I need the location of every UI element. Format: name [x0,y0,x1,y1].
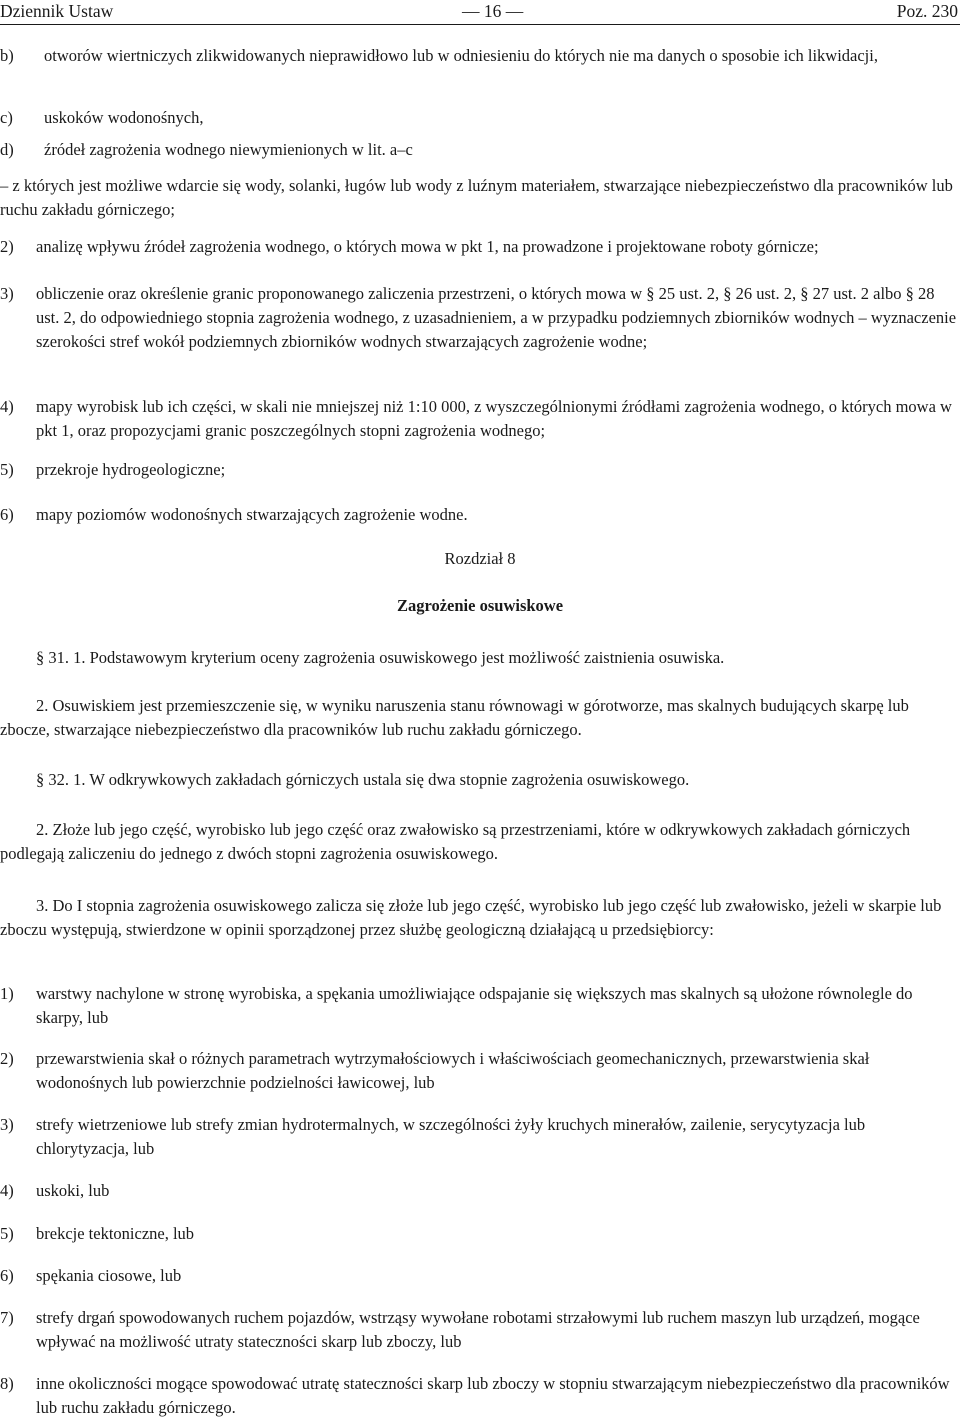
list-item-label: 8) [0,1374,14,1393]
paragraph: 3. Do I stopnia zagrożenia osuwiskowego zalicza się złoże lub jego część, wyrobisko lub jego część lub zwałowisko, jeżeli w skarpie lub zboczu występują, stwierdzone w opinii sporządzonej przez służbę geologiczną działającą u przedsiębiorcy: [0,896,942,939]
list-item-label: 5) [0,1224,14,1243]
list-item-label: 3) [0,284,14,303]
list-item-text: otworów wiertniczych zlikwidowanych nieprawidłowo lub w odniesieniu do których nie ma danych o sposobie ich likwidacji, [44,46,878,65]
list-item-text: inne okoliczności mogące spowodować utratę stateczności skarp lub zboczy w stopniu stwarzającym niebezpieczeństwo dla pracowników lub ruchu zakładu górniczego. [36,1374,950,1417]
position-number: Poz. 230 [896,1,958,21]
list-item-text: analizę wpływu źródeł zagrożenia wodnego, o których mowa w pkt 1, na prowadzone i projektowane roboty górnicze; [36,237,819,256]
list-item-label: 7) [0,1308,14,1327]
journal-name: Dziennik Ustaw [0,1,114,21]
list-item-label: b) [0,46,14,65]
paragraph: § 32. 1. W odkrywkowych zakładach górniczych ustala się dwa stopnie zagrożenia osuwiskowego. [36,770,690,789]
page-number: — 16 — [462,1,524,21]
list-item-label: 4) [0,1181,14,1200]
list-item [0,44,960,92]
list-item-text: źródeł zagrożenia wodnego niewymienionych w lit. a–c [44,140,413,159]
list-item-text: spękania ciosowe, lub [36,1266,182,1285]
chapter-number: Rozdział 8 [444,549,516,568]
list-item-text: mapy poziomów wodonośnych stwarzających zagrożenie wodne. [36,505,468,524]
list-item-label: 3) [0,1115,14,1134]
list-item-text: warstwy nachylone w stronę wyrobiska, a spękania umożliwiające odspajanie się większych mas skalnych są ułożone równolegle do skarpy, lub [36,984,913,1027]
list-item-label: 6) [0,1266,14,1285]
list-item [0,106,960,130]
list-item-text: uskoków wodonośnych, [44,108,204,127]
paragraph: 2. Złoże lub jego część, wyrobisko lub jego część oraz zwałowisko są przestrzeniami, które w odkrywkowych zakładach górniczych podlegają zaliczeniu do jednego z dwóch stopni zagrożenia osuwiskowego. [0,820,911,863]
list-item-text: przewarstwienia skał o różnych parametrach wytrzymałościowych i właściwościach geomechanicznych, przewarstwienia skał wodonośnych lub powierzchnie podzielności ławicowej, lub [36,1049,870,1092]
list-item-label: 2) [0,1049,14,1068]
paragraph: § 31. 1. Podstawowym kryterium oceny zagrożenia osuwiskowego jest możliwość zaistnienia osuwiska. [36,648,725,667]
page-header [0,0,960,25]
list-item-label: d) [0,140,14,159]
list-item-text: mapy wyrobisk lub ich części, w skali nie mniejszej niż 1:10 000, z wyszczególnionymi źródłami zagrożenia wodnego, o których mowa w pkt 1, oraz propozycjami granic poszczególnych stopni zagrożenia wodnego; [36,397,952,440]
dash-paragraph: – z których jest możliwe wdarcie się wody, solanki, ługów lub wody z luźnym materiałem, stwarzające niebezpieczeństwo dla pracowników lub ruchu zakładu górniczego; [0,176,953,219]
list-item-label: 2) [0,237,14,256]
list-item-label: 6) [0,505,14,524]
list-item [0,138,960,162]
paragraph: 2. Osuwiskiem jest przemieszczenie się, w wyniku naruszenia stanu równowagi w górotworze, mas skalnych budujących skarpę lub zbocze, stwarzające niebezpieczeństwo dla pracowników lub ruchu zakładu górniczego. [0,696,909,739]
list-item-text: strefy wietrzeniowe lub strefy zmian hydrotermalnych, w szczególności żyły kruchych minerałów, zailenie, serycytyzacja lub chlorytyzacja, lub [36,1115,866,1158]
list-item-text: brekcje tektoniczne, lub [36,1224,195,1243]
list-item-text: przekroje hydrogeologiczne; [36,460,226,479]
list-item-label: 4) [0,397,14,416]
list-item-text: strefy drgań spowodowanych ruchem pojazdów, wstrząsy wywołane robotami strzałowymi lub ruchem maszyn lub urządzeń, mogące wpływać na możliwość utraty stateczności skarp lub zboczy, lub [36,1308,920,1351]
list-item-label: c) [0,108,13,127]
list-item-text: uskoki, lub [36,1181,110,1200]
list-item-label: 5) [0,460,14,479]
list-item-label: 1) [0,984,14,1003]
list-item-text: obliczenie oraz określenie granic proponowanego zaliczenia przestrzeni, o których mowa w § 25 ust. 2, § 26 ust. 2, § 27 ust. 2 albo § 28 ust. 2, do odpowiedniego stopnia zagrożenia wodnego, z uzasadnieniem, a w przypadku podziemnych zbiorników wodnych – wyznaczenie szerokości stref wokół podziemnych zbiorników wodnych stwarzających zagrożenie wodne; [36,284,957,351]
chapter-title: Zagrożenie osuwiskowe [396,596,564,615]
